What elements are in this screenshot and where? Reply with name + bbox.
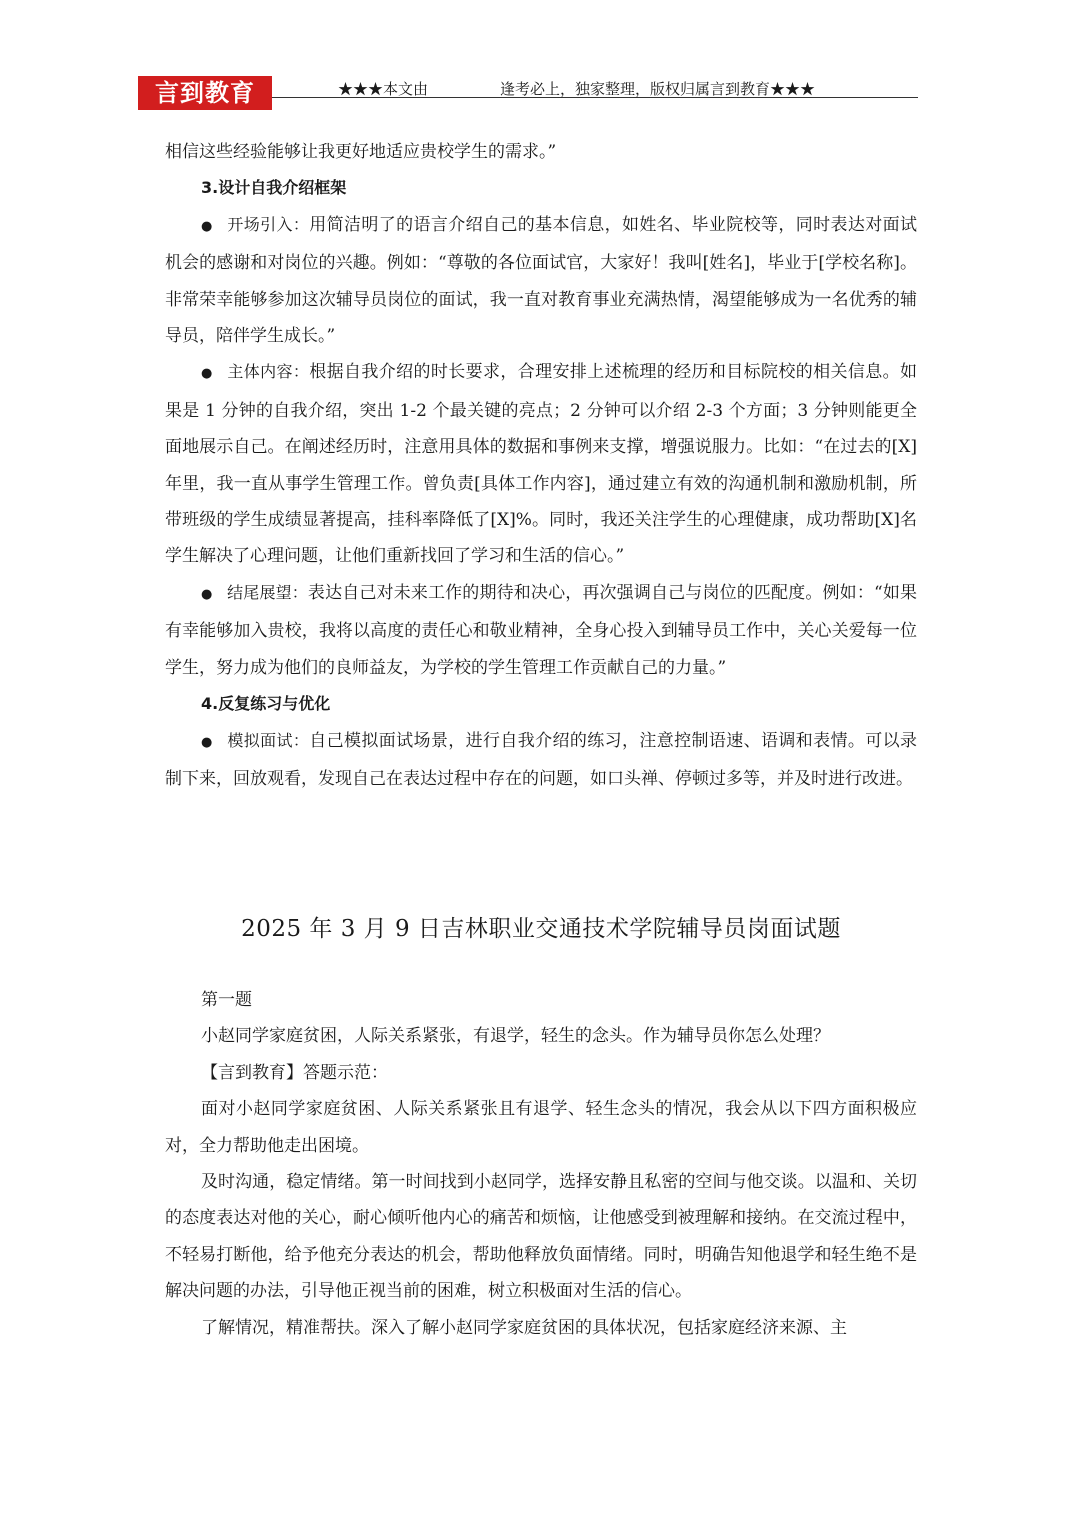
- header-left-text: ★★★本文由: [338, 80, 429, 98]
- intro-end-paragraph: 相信这些经验能够让我更好地适应贵校学生的需求。”: [165, 142, 557, 162]
- bullet-text: 用简洁明了的语言介绍自己的基本信息，如姓名、毕业院校等，同时表达对面试机会的感谢和对岗位的兴趣。例如：“尊敬的各位面试官，大家好！我叫[姓名]，毕业于[学校名称]。非常荣幸能够参加这次辅导员岗位的面试，我一直对教育事业充满热情，渴望能够成为一名优秀的辅导员，陪伴学生成长。”: [165, 214, 917, 347]
- bullet-closing: [165, 575, 917, 686]
- bullet-lead: 结尾展望：: [227, 582, 308, 602]
- bullet-dot-icon: ●: [201, 366, 213, 382]
- bullet-dot-icon: ●: [201, 218, 213, 234]
- section-question: [165, 982, 917, 1346]
- bullet-text: 根据自我介绍的时长要求，合理安排上述梳理的经历和目标院校的相关信息。如果是 1 分钟的自我介绍，突出 1-2 个最关键的亮点；2 分钟可以介绍 2-3 个方面；3 分钟则能更全面地展示自己。在阐述经历时，注意用具体的数据和事例来支撑，增强说服力。比如：“在过去的[X]年里，我一直从事学生管理工作。曾负责[具体工作内容]，通过建立有效的沟通机制和激励机制，所带班级的学生成绩显著提高，挂科率降低了[X]%。同时，我还关注学生的心理健康，成功帮助[X]名学生解决了心理问题，让他们重新找回了学习和生活的信心。”: [165, 362, 917, 567]
- question-text: 小赵同学家庭贫困，人际关系紧张，有退学，轻生的念头。作为辅导员你怎么处理？: [201, 1026, 830, 1047]
- bullet-body: [165, 354, 917, 574]
- bullet-text: 自己模拟面试场景，进行自我介绍的练习，注意控制语速、语调和表情。可以录制下来，回放观看，发现自己在表达过程中存在的问题，如口头禅、停顿过多等，并及时进行改进。: [165, 730, 917, 789]
- bullet-lead: 开场引入：: [227, 214, 310, 234]
- bullet-lead: 模拟面试：: [227, 730, 310, 750]
- bullet-opening: [165, 207, 917, 355]
- header-right-text: 逢考必上，独家整理，版权归属言到教育★★★: [500, 80, 816, 98]
- step4-heading: 4.反复练习与优化: [201, 694, 331, 714]
- bullet-text: 表达自己对未来工作的期待和决心，再次强调自己与岗位的匹配度。例如：“如果有幸能够加入贵校，我将以高度的责任心和敬业精神，全身心投入到辅导员工作中，关心关爱每一位学生，努力成为他们的良师益友，为学校的学生管理工作贡献自己的力量。”: [165, 582, 917, 678]
- question-label: 第一题: [201, 990, 252, 1010]
- brand-logo: 言到教育: [138, 76, 272, 110]
- bullet-dot-icon: ●: [201, 734, 213, 750]
- section-self-intro: [165, 134, 917, 797]
- answer-paragraph: 了解情况，精准帮扶。深入了解小赵同学家庭贫困的具体状况，包括家庭经济来源、主: [201, 1317, 847, 1338]
- answer-paragraph: 面对小赵同学家庭贫困、人际关系紧张且有退学、轻生念头的情况，我会从以下四方面积极应对，全力帮助他走出困境。: [165, 1099, 917, 1156]
- exam-title: 2025 年 3 月 9 日吉林职业交通技术学院辅导员岗面试题: [241, 916, 841, 942]
- bullet-practice: [165, 723, 917, 798]
- step3-heading: 3.设计自我介绍框架: [201, 178, 347, 198]
- answer-paragraph: 及时沟通，稳定情绪。第一时间找到小赵同学，选择安静且私密的空间与他交谈。以温和、关切的态度表达对他的关心，耐心倾听他内心的痛苦和烦恼，让他感受到被理解和接纳。在交流过程中，不轻易打断他，给予他充分表达的机会，帮助他释放负面情绪。同时，明确告知他退学和轻生绝不是解决问题的办法，引导他正视当前的困难，树立积极面对生活的信心。: [165, 1172, 917, 1302]
- page-header: [138, 76, 918, 110]
- bullet-lead: 主体内容：: [227, 362, 310, 382]
- bullet-dot-icon: ●: [201, 586, 213, 602]
- answer-label: 【言到教育】答题示范：: [201, 1062, 388, 1083]
